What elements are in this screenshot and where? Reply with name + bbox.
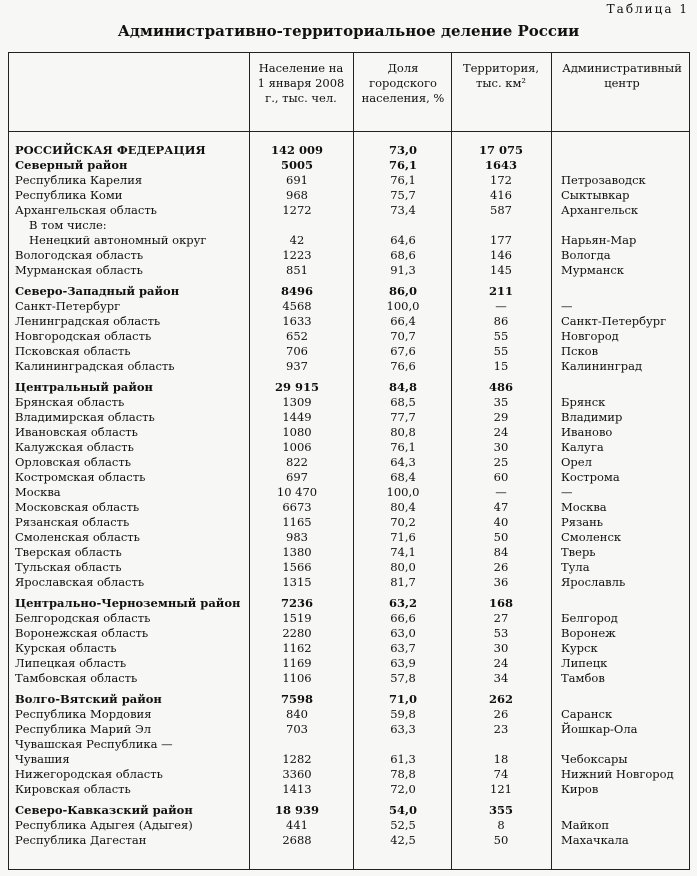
cell-name: Москва (15, 485, 61, 499)
cell-admin-center: Белгород (561, 611, 618, 625)
table-row (9, 515, 689, 530)
cell-population: 1282 (282, 752, 312, 766)
cell-urban-share: 42,5 (390, 833, 416, 847)
cell-name: В том числе: (29, 218, 107, 232)
table-row (9, 188, 689, 203)
cell-population: 1315 (282, 575, 312, 589)
table-row (9, 314, 689, 329)
cell-population: 1309 (282, 395, 312, 409)
table-body (9, 137, 689, 848)
cell-population: 652 (286, 329, 308, 343)
table-row (9, 767, 689, 782)
table-row (9, 395, 689, 410)
cell-population: 1449 (282, 410, 312, 424)
cell-population: 5005 (280, 158, 313, 172)
cell-urban-share: 66,4 (390, 314, 416, 328)
cell-name: Владимирская область (15, 410, 155, 424)
cell-territory: 84 (493, 545, 509, 559)
cell-name: Белгородская область (15, 611, 151, 625)
cell-population: 1006 (282, 440, 312, 454)
cell-population: 1162 (282, 641, 312, 655)
table-row (9, 575, 689, 590)
cell-admin-center: Смоленск (561, 530, 622, 544)
cell-territory: 168 (488, 596, 513, 610)
cell-territory: 36 (493, 575, 509, 589)
cell-urban-share: 73,0 (388, 143, 417, 157)
cell-population: 1633 (282, 314, 312, 328)
cell-admin-center: Москва (561, 500, 607, 514)
table-row (9, 833, 689, 848)
cell-admin-center: Махачкала (561, 833, 629, 847)
cell-name: Тверская область (15, 545, 122, 559)
cell-name: Калужская область (15, 440, 134, 454)
cell-urban-share: 80,4 (390, 500, 416, 514)
table-row (9, 500, 689, 515)
table-row (9, 485, 689, 500)
cell-territory: 416 (490, 188, 512, 202)
cell-name: Центрально-Черноземный район (15, 596, 241, 610)
cell-territory: 262 (488, 692, 513, 706)
table-row (9, 818, 689, 833)
cell-name: Тамбовская область (15, 671, 138, 685)
cell-territory: 211 (488, 284, 513, 298)
cell-urban-share: 66,6 (390, 611, 416, 625)
cell-territory: 86 (493, 314, 509, 328)
cell-admin-center: Петрозаводск (561, 173, 646, 187)
table-row (9, 626, 689, 641)
cell-admin-center: Тверь (561, 545, 596, 559)
cell-admin-center: Майкоп (561, 818, 610, 832)
cell-territory: 177 (490, 233, 512, 247)
cell-admin-center: Воронеж (561, 626, 616, 640)
cell-admin-center: Иваново (561, 425, 613, 439)
cell-territory: 35 (493, 395, 509, 409)
cell-name: Ярославская область (15, 575, 145, 589)
cell-urban-share: 68,6 (390, 248, 416, 262)
cell-territory: 34 (493, 671, 509, 685)
cell-territory: 27 (493, 611, 509, 625)
header-admin-center: Административный центр (562, 61, 682, 90)
cell-name: Северный район (15, 158, 128, 172)
cell-population: 1106 (282, 671, 312, 685)
cell-name: Нижегородская область (15, 767, 163, 781)
cell-population: 703 (286, 722, 308, 736)
data-table (8, 52, 690, 870)
cell-urban-share: 57,8 (390, 671, 416, 685)
cell-population: 706 (286, 344, 308, 358)
cell-admin-center: Псков (561, 344, 599, 358)
cell-urban-share: 70,2 (390, 515, 416, 529)
cell-admin-center: Калуга (561, 440, 604, 454)
cell-population: 1165 (282, 515, 312, 529)
cell-territory: 8 (497, 818, 505, 832)
cell-urban-share: 52,5 (390, 818, 416, 832)
table-row (9, 248, 689, 263)
cell-urban-share: 68,4 (390, 470, 416, 484)
cell-name: Новгородская область (15, 329, 152, 343)
cell-urban-share: 76,6 (390, 359, 416, 373)
cell-name: Центральный район (15, 380, 153, 394)
cell-admin-center: Тула (561, 560, 590, 574)
cell-urban-share: 70,7 (390, 329, 416, 343)
cell-territory: 145 (490, 263, 512, 277)
table-row (9, 410, 689, 425)
cell-name: Псковская область (15, 344, 131, 358)
cell-territory: 17 075 (478, 143, 523, 157)
cell-admin-center: — (561, 299, 573, 313)
cell-urban-share: 54,0 (388, 803, 417, 817)
cell-territory: 15 (493, 359, 509, 373)
cell-admin-center: Тамбов (561, 671, 605, 685)
table-row (9, 671, 689, 686)
cell-population: 822 (286, 455, 308, 469)
cell-urban-share: 100,0 (386, 299, 420, 313)
cell-name: Санкт-Петербург (15, 299, 121, 313)
cell-urban-share: 61,3 (390, 752, 416, 766)
cell-population: 10 470 (276, 485, 318, 499)
cell-admin-center: Кострома (561, 470, 620, 484)
table-row (9, 530, 689, 545)
table-row (9, 299, 689, 314)
cell-urban-share: 63,0 (390, 626, 416, 640)
table-row (9, 344, 689, 359)
cell-urban-share: 63,9 (390, 656, 416, 670)
table-row (9, 455, 689, 470)
cell-urban-share: 80,0 (390, 560, 416, 574)
cell-territory: 30 (493, 641, 509, 655)
cell-urban-share: 76,1 (390, 440, 416, 454)
cell-urban-share: 71,0 (388, 692, 417, 706)
cell-admin-center: Саранск (561, 707, 613, 721)
table-row (9, 425, 689, 440)
cell-admin-center: Чебоксары (561, 752, 628, 766)
table-row (9, 203, 689, 218)
cell-name: Архангельская область (15, 203, 157, 217)
cell-admin-center: Орел (561, 455, 592, 469)
cell-territory: 355 (488, 803, 513, 817)
cell-population: 1566 (282, 560, 312, 574)
cell-urban-share: 64,3 (390, 455, 416, 469)
cell-territory: 121 (490, 782, 512, 796)
cell-urban-share: 75,7 (390, 188, 416, 202)
cell-name: Ленинградская область (15, 314, 161, 328)
cell-population: 840 (286, 707, 308, 721)
region-row (9, 380, 689, 395)
cell-name: Курская область (15, 641, 117, 655)
cell-population: 18 939 (274, 803, 319, 817)
cell-urban-share: 67,6 (390, 344, 416, 358)
table-row (9, 656, 689, 671)
cell-name: Республика Марий Эл (15, 722, 152, 736)
cell-name: Волго-Вятский район (15, 692, 162, 706)
cell-territory: 24 (493, 656, 509, 670)
cell-population: 441 (286, 818, 308, 832)
cell-name: РОССИЙСКАЯ ФЕДЕРАЦИЯ (15, 143, 206, 157)
cell-name: Ненецкий автономный округ (29, 233, 207, 247)
cell-name: Кировская область (15, 782, 131, 796)
header-population: Население на 1 января 2008 г., тыс. чел. (257, 61, 345, 105)
region-row (9, 803, 689, 818)
cell-admin-center: Курск (561, 641, 598, 655)
table-row (9, 782, 689, 797)
cell-population: 2280 (282, 626, 312, 640)
cell-population: 1413 (282, 782, 312, 796)
cell-population: 697 (286, 470, 308, 484)
cell-urban-share: 100,0 (386, 485, 420, 499)
cell-urban-share: 74,1 (390, 545, 416, 559)
cell-population: 1169 (282, 656, 312, 670)
cell-admin-center: Нижний Новгород (561, 767, 674, 781)
cell-population: 1519 (282, 611, 312, 625)
cell-population: 937 (286, 359, 308, 373)
cell-territory: 30 (493, 440, 509, 454)
cell-territory: 47 (493, 500, 509, 514)
cell-name: Липецкая область (15, 656, 127, 670)
table-row (9, 218, 689, 233)
cell-territory: 55 (493, 329, 509, 343)
cell-population: 2688 (282, 833, 312, 847)
cell-name: Мурманская область (15, 263, 143, 277)
cell-urban-share: 78,8 (390, 767, 416, 781)
cell-territory: 74 (493, 767, 509, 781)
cell-urban-share: 91,3 (390, 263, 416, 277)
cell-admin-center: Рязань (561, 515, 604, 529)
cell-admin-center: Мурманск (561, 263, 624, 277)
cell-admin-center: Нарьян-Мар (561, 233, 637, 247)
region-row (9, 143, 689, 158)
cell-population: 968 (286, 188, 308, 202)
table-row (9, 641, 689, 656)
region-row (9, 692, 689, 707)
cell-urban-share: 80,8 (390, 425, 416, 439)
cell-name: Чувашия (15, 752, 70, 766)
cell-name: Смоленская область (15, 530, 140, 544)
cell-name: Тульская область (15, 560, 122, 574)
cell-urban-share: 64,6 (390, 233, 416, 247)
cell-urban-share: 76,1 (390, 173, 416, 187)
cell-population: 6673 (282, 500, 312, 514)
cell-population: 1080 (282, 425, 312, 439)
cell-name: Республика Адыгея (Адыгея) (15, 818, 193, 832)
cell-territory: 40 (493, 515, 509, 529)
cell-population: 7236 (280, 596, 313, 610)
cell-urban-share: 76,1 (388, 158, 417, 172)
cell-admin-center: Йошкар-Ола (561, 722, 638, 736)
cell-urban-share: 86,0 (388, 284, 417, 298)
table-row (9, 263, 689, 278)
table-row (9, 470, 689, 485)
cell-name: Чувашская Республика — (15, 737, 173, 751)
cell-urban-share: 73,4 (390, 203, 416, 217)
cell-urban-share: 68,5 (390, 395, 416, 409)
region-row (9, 596, 689, 611)
cell-name: Республика Дагестан (15, 833, 147, 847)
cell-urban-share: 63,3 (390, 722, 416, 736)
cell-urban-share: 71,6 (390, 530, 416, 544)
cell-population: 42 (289, 233, 305, 247)
cell-admin-center: Вологда (561, 248, 611, 262)
cell-territory: 587 (490, 203, 512, 217)
cell-name: Республика Коми (15, 188, 123, 202)
cell-population: 1272 (282, 203, 312, 217)
header-territory: Территория, тыс. км² (462, 61, 540, 90)
cell-admin-center: — (561, 485, 573, 499)
cell-name: Орловская область (15, 455, 131, 469)
cell-name: Северо-Западный район (15, 284, 180, 298)
cell-urban-share: 72,0 (390, 782, 416, 796)
cell-urban-share: 63,7 (390, 641, 416, 655)
cell-territory: 50 (493, 833, 509, 847)
cell-territory: 26 (493, 707, 509, 721)
cell-territory: 172 (490, 173, 512, 187)
cell-territory: 26 (493, 560, 509, 574)
cell-territory: 486 (488, 380, 513, 394)
cell-name: Московская область (15, 500, 140, 514)
cell-population: 983 (286, 530, 308, 544)
table-label: Таблица 1 (606, 2, 689, 16)
cell-urban-share: 81,7 (390, 575, 416, 589)
region-row (9, 158, 689, 173)
cell-admin-center: Новгород (561, 329, 619, 343)
cell-territory: 25 (493, 455, 509, 469)
header-urban-share: Доля городского населения, % (361, 61, 445, 105)
cell-admin-center: Архангельск (561, 203, 639, 217)
cell-admin-center: Санкт-Петербург (561, 314, 667, 328)
cell-admin-center: Брянск (561, 395, 606, 409)
table-row (9, 737, 689, 752)
cell-territory: 18 (493, 752, 509, 766)
cell-population: 8496 (280, 284, 313, 298)
cell-admin-center: Киров (561, 782, 599, 796)
cell-urban-share: 63,2 (388, 596, 417, 610)
cell-admin-center: Калининград (561, 359, 643, 373)
cell-territory: — (495, 299, 507, 313)
cell-name: Республика Мордовия (15, 707, 152, 721)
cell-territory: 50 (493, 530, 509, 544)
cell-population: 142 009 (270, 143, 323, 157)
cell-population: 1380 (282, 545, 312, 559)
cell-population: 691 (286, 173, 308, 187)
table-row (9, 611, 689, 626)
cell-name: Республика Карелия (15, 173, 143, 187)
header-rule (9, 131, 689, 132)
cell-population: 1223 (282, 248, 312, 262)
cell-name: Северо-Кавказский район (15, 803, 193, 817)
table-row (9, 440, 689, 455)
cell-territory: 146 (490, 248, 512, 262)
cell-territory: 23 (493, 722, 509, 736)
table-row (9, 545, 689, 560)
cell-territory: 55 (493, 344, 509, 358)
table-row (9, 752, 689, 767)
region-row (9, 284, 689, 299)
cell-territory: 53 (493, 626, 509, 640)
cell-name: Рязанская область (15, 515, 130, 529)
cell-population: 7598 (280, 692, 313, 706)
table-row (9, 329, 689, 344)
cell-territory: 29 (493, 410, 509, 424)
cell-urban-share: 77,7 (390, 410, 416, 424)
cell-name: Брянская область (15, 395, 125, 409)
cell-territory: 60 (493, 470, 509, 484)
page-title: Административно-территориальное деление России (117, 22, 580, 40)
cell-population: 851 (286, 263, 308, 277)
cell-population: 3360 (282, 767, 312, 781)
cell-name: Воронежская область (15, 626, 149, 640)
table-row (9, 359, 689, 374)
table-row (9, 173, 689, 188)
cell-name: Ивановская область (15, 425, 138, 439)
table-row (9, 707, 689, 722)
table-row (9, 560, 689, 575)
cell-name: Вологодская область (15, 248, 144, 262)
cell-name: Калининградская область (15, 359, 175, 373)
cell-territory: 24 (493, 425, 509, 439)
cell-admin-center: Липецк (561, 656, 608, 670)
cell-population: 29 915 (274, 380, 319, 394)
table-row (9, 722, 689, 737)
cell-territory: — (495, 485, 507, 499)
cell-population: 4568 (282, 299, 312, 313)
cell-urban-share: 59,8 (390, 707, 416, 721)
cell-territory: 1643 (484, 158, 517, 172)
cell-admin-center: Сыктывкар (561, 188, 630, 202)
cell-admin-center: Ярославль (561, 575, 626, 589)
cell-admin-center: Владимир (561, 410, 623, 424)
cell-name: Костромская область (15, 470, 146, 484)
cell-urban-share: 84,8 (388, 380, 417, 394)
table-row (9, 233, 689, 248)
